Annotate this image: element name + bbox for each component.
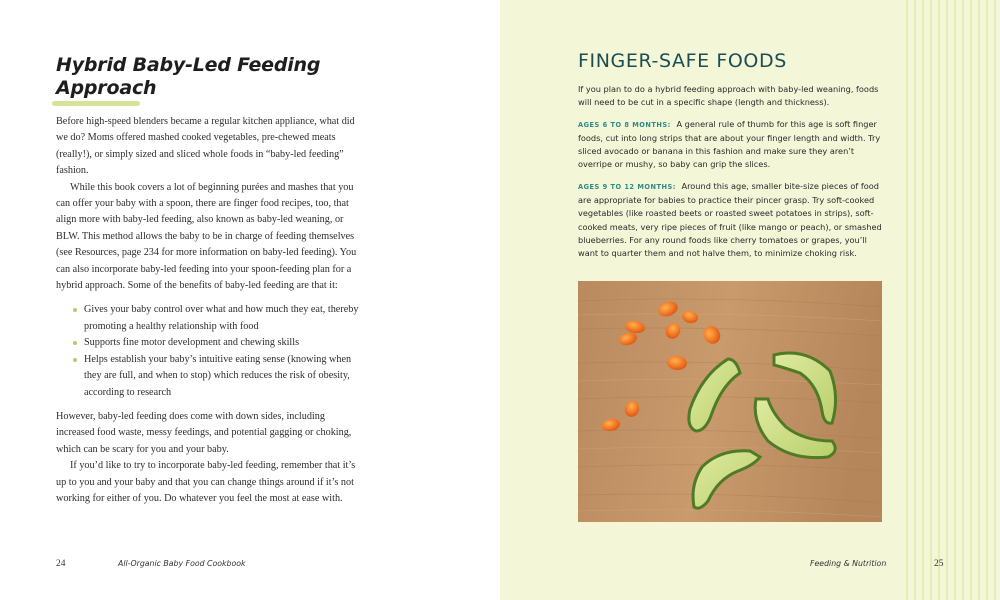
title-line-2: Approach [56, 77, 157, 99]
intro-paragraph: If you plan to do a hybrid feeding approach with baby-led weaning, foods will need to be cut in a specific shape (length and thickness). [578, 84, 879, 108]
title-highlight [52, 101, 140, 106]
body-text [56, 114, 361, 507]
bullet-icon [73, 358, 77, 362]
page-number: 25 [934, 559, 944, 569]
list-item [56, 352, 361, 401]
list-item-text: Supports fine motor development and chewing skills [84, 337, 300, 349]
age-text: A general rule of thumb for this age is soft finger foods, cut into long strips that are about your finger length and width. Try sliced avocado or banana in this fashion and make sure they aren’t overripe or mushy, so baby can grip the slices. [578, 118, 881, 170]
age-label: AGES 9 TO 12 MONTHS: [578, 182, 676, 191]
list-item-text: Helps establish your baby’s intuitive eating sense (knowing when they are full, and when to stop) which reduces the risk of obesity, according to research [84, 353, 352, 398]
page-number: 24 [56, 559, 66, 569]
paragraph: While this book covers a lot of beginning purées and mashes that you can offer your baby with a spoon, there are finger food recipes, too, that align more with baby-led feeding, also known as baby-led weaning, or BLW. This method allows the baby to be in charge of feeding themselves (see Resources, page 234 for more information on baby-led feeding). You can also incorporate baby-led feeding into your spoon-feeding plan for a hybrid approach. Some of the benefits of baby-led feeding are that it: [56, 181, 357, 292]
bullet-icon [73, 341, 77, 345]
list-item [56, 302, 361, 335]
age-text: Around this age, smaller bite-size pieces of food are appropriate for babies to practice their pincer grasp. Try soft-cooked vegetables (like roasted beets or roasted sweet potatoes in strips), soft-cooked meats, very ripe pieces of fruit (like mango or peach), or smashed blueberries. For any round foods like cherry tomatoes or grapes, you’ll want to quarter them and not halve them, to minimize choking risk. [578, 180, 882, 259]
bullet-icon [73, 308, 77, 312]
age-section [578, 118, 884, 172]
age-label: AGES 6 TO 8 MONTHS: [578, 120, 671, 129]
running-title: Feeding & Nutrition [810, 559, 887, 568]
running-title: All-Organic Baby Food Cookbook [118, 559, 246, 568]
list-item [56, 335, 361, 351]
sidebar-heading: FINGER-SAFE FOODS [578, 50, 787, 72]
page-title [56, 54, 386, 100]
benefits-list [56, 302, 361, 400]
food-photo [578, 281, 882, 522]
paragraph: However, baby-led feeding does come with down sides, including increased food waste, messy feedings, and potential gagging or choking, which can be scary for you and your baby. [56, 410, 352, 455]
list-item-text: Gives your baby control over what and how much they eat, thereby promoting a healthy relationship with food [84, 304, 359, 332]
decorative-stripes [900, 0, 1000, 600]
sidebar-text [578, 83, 884, 269]
paragraph: Before high-speed blenders became a regular kitchen appliance, what did we do? Moms offered mashed cooked vegetables, pre-chewed meats (really!), or simply sized and sliced whole foods in “baby-led feeding” fashion. [56, 116, 355, 177]
right-page [500, 0, 1000, 600]
title-line-1: Hybrid Baby-Led Feeding [56, 54, 321, 76]
paragraph: If you’d like to try to incorporate baby-led feeding, remember that it’s up to you and your baby and that you can change things around if it’s not working for either of you. Do whatever you feel the most at ease with. [56, 460, 356, 504]
age-section [578, 180, 884, 261]
